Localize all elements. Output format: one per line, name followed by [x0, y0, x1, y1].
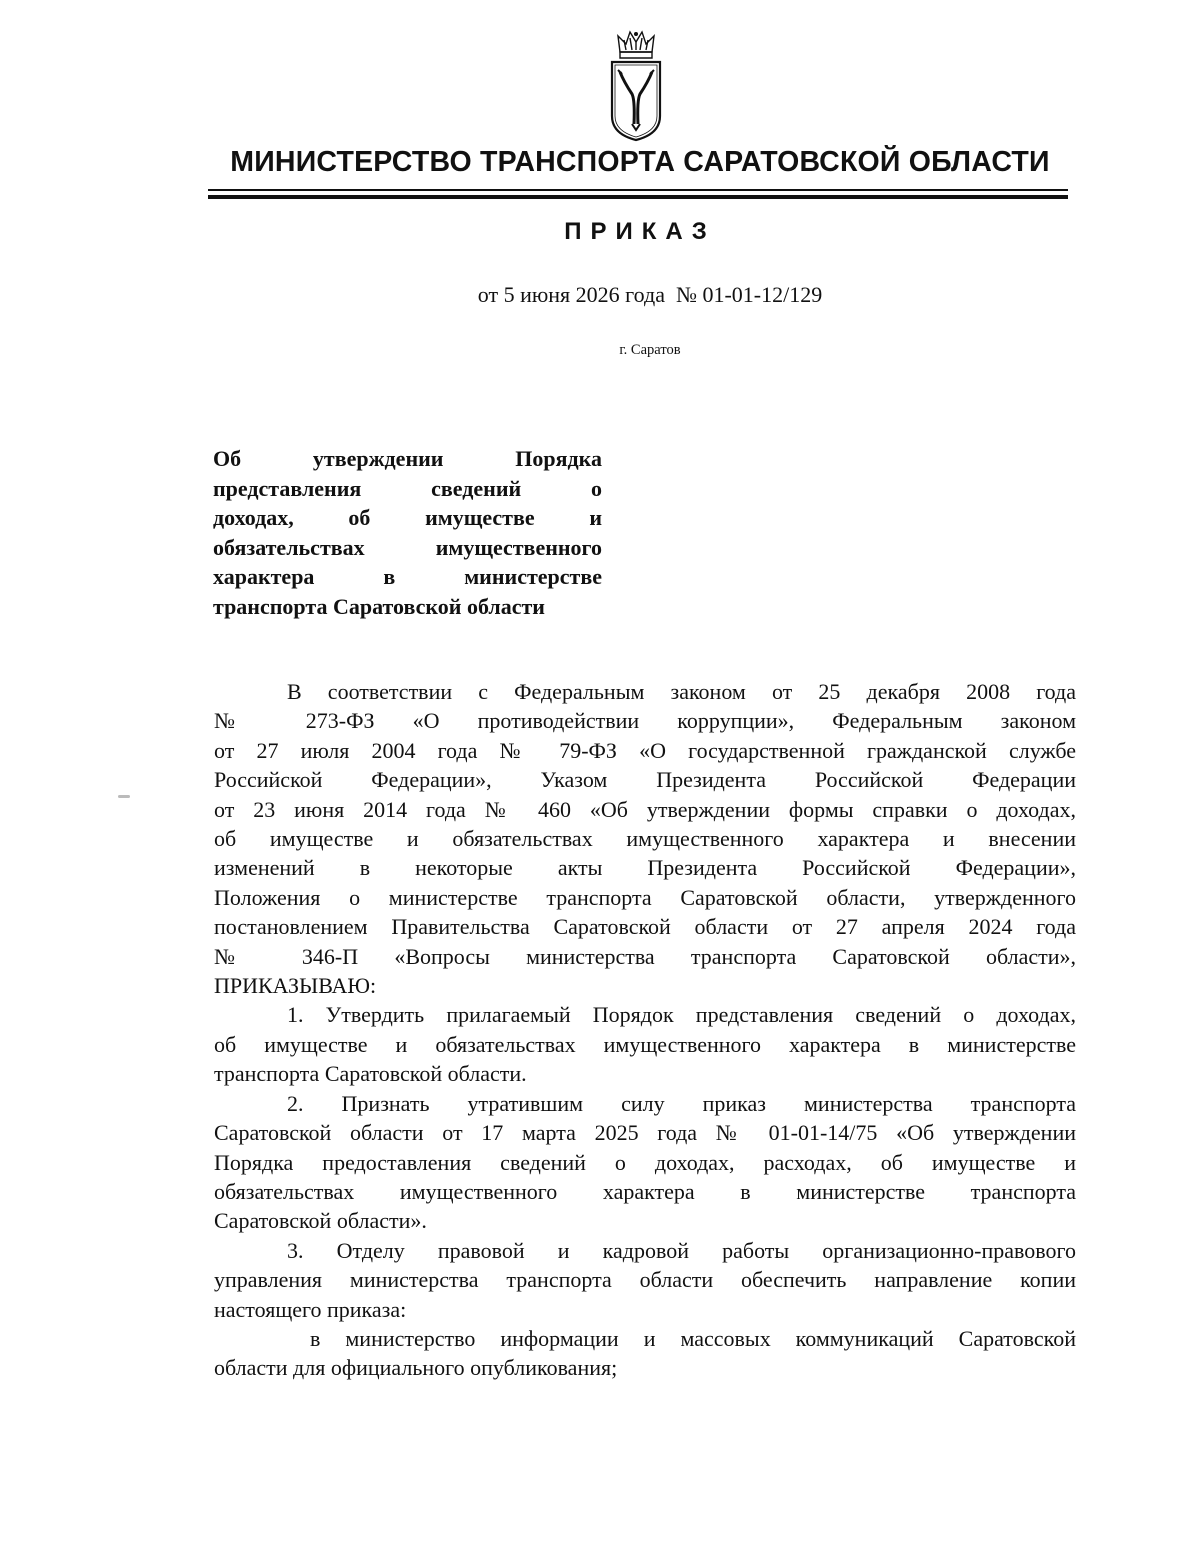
subject-line: доходах, об имуществе и: [213, 505, 602, 531]
preamble-line: от 27 июля 2004 года № 79-ФЗ «О государственной гражданской службе: [214, 737, 1076, 763]
item-2-line: Порядка предоставления сведений о доходах, расходах, об имуществе и: [214, 1149, 1076, 1175]
item-3-line: управления министерства транспорта области обеспечить направление копии: [214, 1267, 1076, 1293]
item-1-line: об имуществе и обязательствах имущественного характера в министерстве: [214, 1031, 1076, 1057]
preamble-line: постановлением Правительства Саратовской области от 27 апреля 2024 года: [214, 914, 1076, 940]
item-3-line: 3. Отделу правовой и кадровой работы организационно-правового: [287, 1237, 1076, 1263]
subject-line: обязательствах имущественного: [213, 534, 602, 560]
item-3a-line: области для официального опубликования;: [214, 1355, 618, 1381]
preamble-line: В соответствии с Федеральным законом от 25 декабря 2008 года: [287, 679, 1076, 704]
subject-line: представления сведений о: [213, 475, 602, 501]
item-1-line: транспорта Саратовской области.: [214, 1061, 527, 1087]
preamble-line: Российской Федерации», Указом Президента Российской Федерации: [214, 767, 1076, 793]
preamble-line: от 23 июня 2014 года № 460 «Об утверждении формы справки о доходах,: [214, 796, 1076, 822]
scan-speck: [118, 795, 130, 798]
subject-line: Об утверждении Порядка: [213, 446, 602, 471]
item-2-line: Саратовской области».: [214, 1208, 427, 1234]
item-3-line: настоящего приказа:: [214, 1296, 407, 1322]
preamble-line: об имуществе и обязательствах имущественного характера и внесении: [214, 826, 1076, 852]
preamble-line: изменений в некоторые акты Президента Российской Федерации»,: [214, 855, 1076, 881]
order-subject: [213, 444, 602, 622]
ministry-name: МИНИСТЕРСТВО ТРАНСПОРТА САРАТОВСКОЙ ОБЛАСТИ: [230, 146, 1050, 178]
item-2-line: обязательствах имущественного характера в министерстве транспорта: [214, 1178, 1076, 1204]
order-body: [214, 677, 1076, 1383]
item-2-line: 2. Признать утратившим силу приказ министерства транспорта: [287, 1090, 1076, 1116]
item-3a-line: в министерство информации и массовых коммуникаций Саратовской: [310, 1325, 1076, 1351]
subject-line: характера в министерстве: [213, 564, 602, 590]
order-city: г. Саратов: [619, 342, 681, 358]
subject-line: транспорта Саратовской области: [213, 593, 545, 619]
saratov-coat-of-arms-icon: [606, 30, 666, 142]
header-divider-thin: [208, 189, 1068, 191]
preamble-line: № 273-ФЗ «О противодействии коррупции», Федеральным законом: [214, 708, 1076, 734]
preamble-line: Положения о министерстве транспорта Саратовской области, утвержденного: [214, 884, 1076, 910]
item-1-line: 1. Утвердить прилагаемый Порядок представления сведений о доходах,: [287, 1002, 1076, 1028]
item-2-line: Саратовской области от 17 марта 2025 года № 01-01-14/75 «Об утверждении: [214, 1120, 1076, 1146]
order-date-number: от 5 июня 2026 года № 01-01-12/129: [477, 282, 823, 307]
decree-word: ПРИКАЗЫВАЮ:: [214, 973, 377, 999]
header-divider-thick: [208, 195, 1068, 199]
document-type-title: ПРИКАЗ: [564, 218, 716, 245]
preamble-line: № 346-П «Вопросы министерства транспорта Саратовской области»,: [214, 943, 1076, 969]
